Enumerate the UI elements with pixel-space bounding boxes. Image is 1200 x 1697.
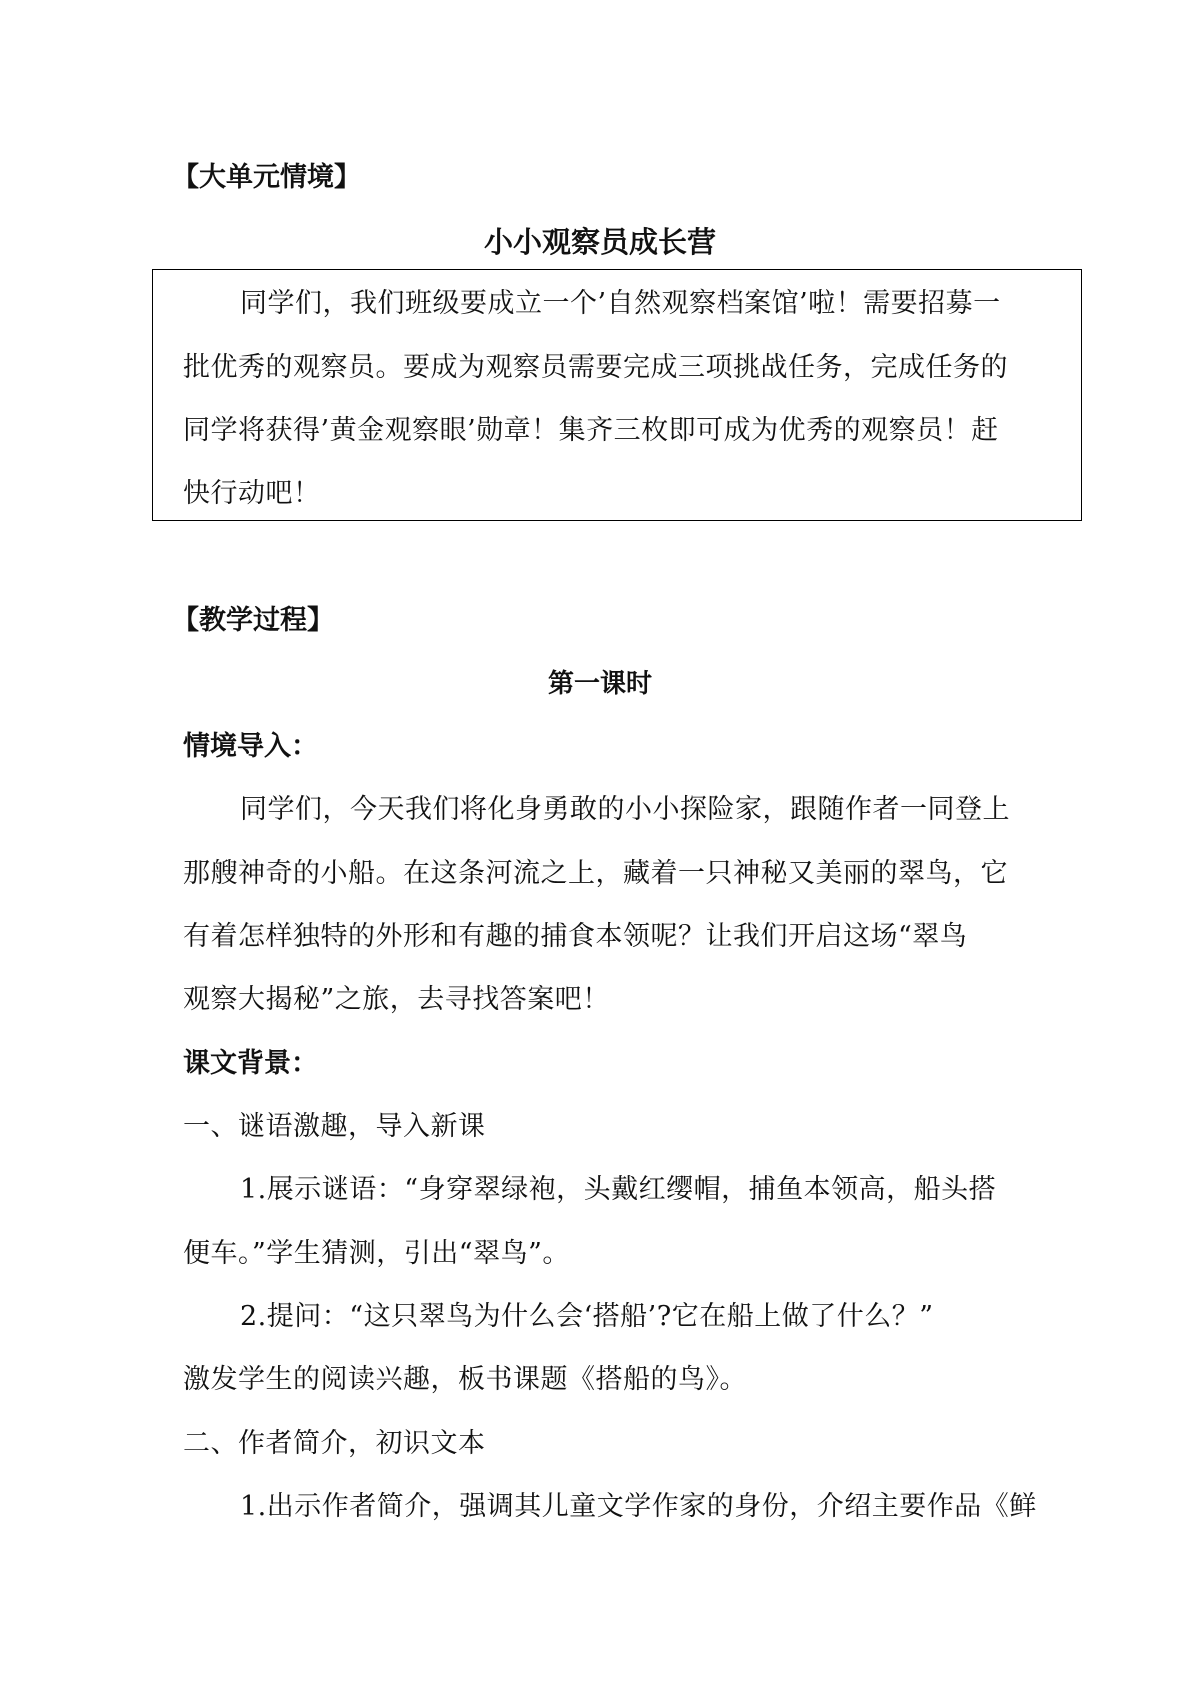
intro-line: 那艘神奇的小船。在这条河流之上，藏着一只神秘又美丽的翠鸟，它 — [183, 858, 1008, 889]
intro-line: 有着怎样独特的外形和有趣的捕食本领呢？让我们开启这场“翠鸟 — [183, 921, 968, 952]
intro-line: 同学们，今天我们将化身勇敢的小小探险家，跟随作者一同登上 — [240, 794, 1010, 825]
unit-context-heading: 【大单元情境】 — [172, 162, 361, 193]
item-line: 2.提问：“这只翠鸟为什么会‘搭船’?它在船上做了什么？” — [240, 1301, 934, 1332]
box-line: 同学将获得’黄金观察眼’勋章！集齐三枚即可成为优秀的观察员！赶 — [183, 415, 999, 446]
unit-title: 小小观察员成长营 — [483, 225, 716, 259]
background-heading: 课文背景： — [183, 1048, 318, 1079]
intro-heading: 情境导入： — [183, 731, 318, 762]
box-line: 批优秀的观察员。要成为观察员需要完成三项挑战任务，完成任务的 — [183, 352, 1008, 383]
item-line: 1.出示作者简介，强调其儿童文学作家的身份，介绍主要作品《鲜 — [240, 1491, 1037, 1522]
intro-line: 观察大揭秘”之旅，去寻找答案吧！ — [183, 984, 610, 1015]
box-line: 快行动吧！ — [183, 478, 321, 509]
section-title: 一、谜语激趣，导入新课 — [183, 1111, 486, 1142]
lesson-title: 第一课时 — [547, 669, 652, 699]
teaching-process-heading: 【教学过程】 — [172, 605, 334, 636]
item-line: 1.展示谜语：“身穿翠绿袍，头戴红缨帽，捕鱼本领高，船头搭 — [240, 1174, 997, 1205]
item-line: 激发学生的阅读兴趣，板书课题《搭船的鸟》。 — [183, 1364, 747, 1395]
box-line: 同学们，我们班级要成立一个’自然观察档案馆’啦！需要招募一 — [240, 288, 1001, 319]
item-line: 便车。”学生猜测，引出“翠鸟”。 — [183, 1238, 570, 1269]
section-title: 二、作者简介，初识文本 — [183, 1428, 486, 1459]
